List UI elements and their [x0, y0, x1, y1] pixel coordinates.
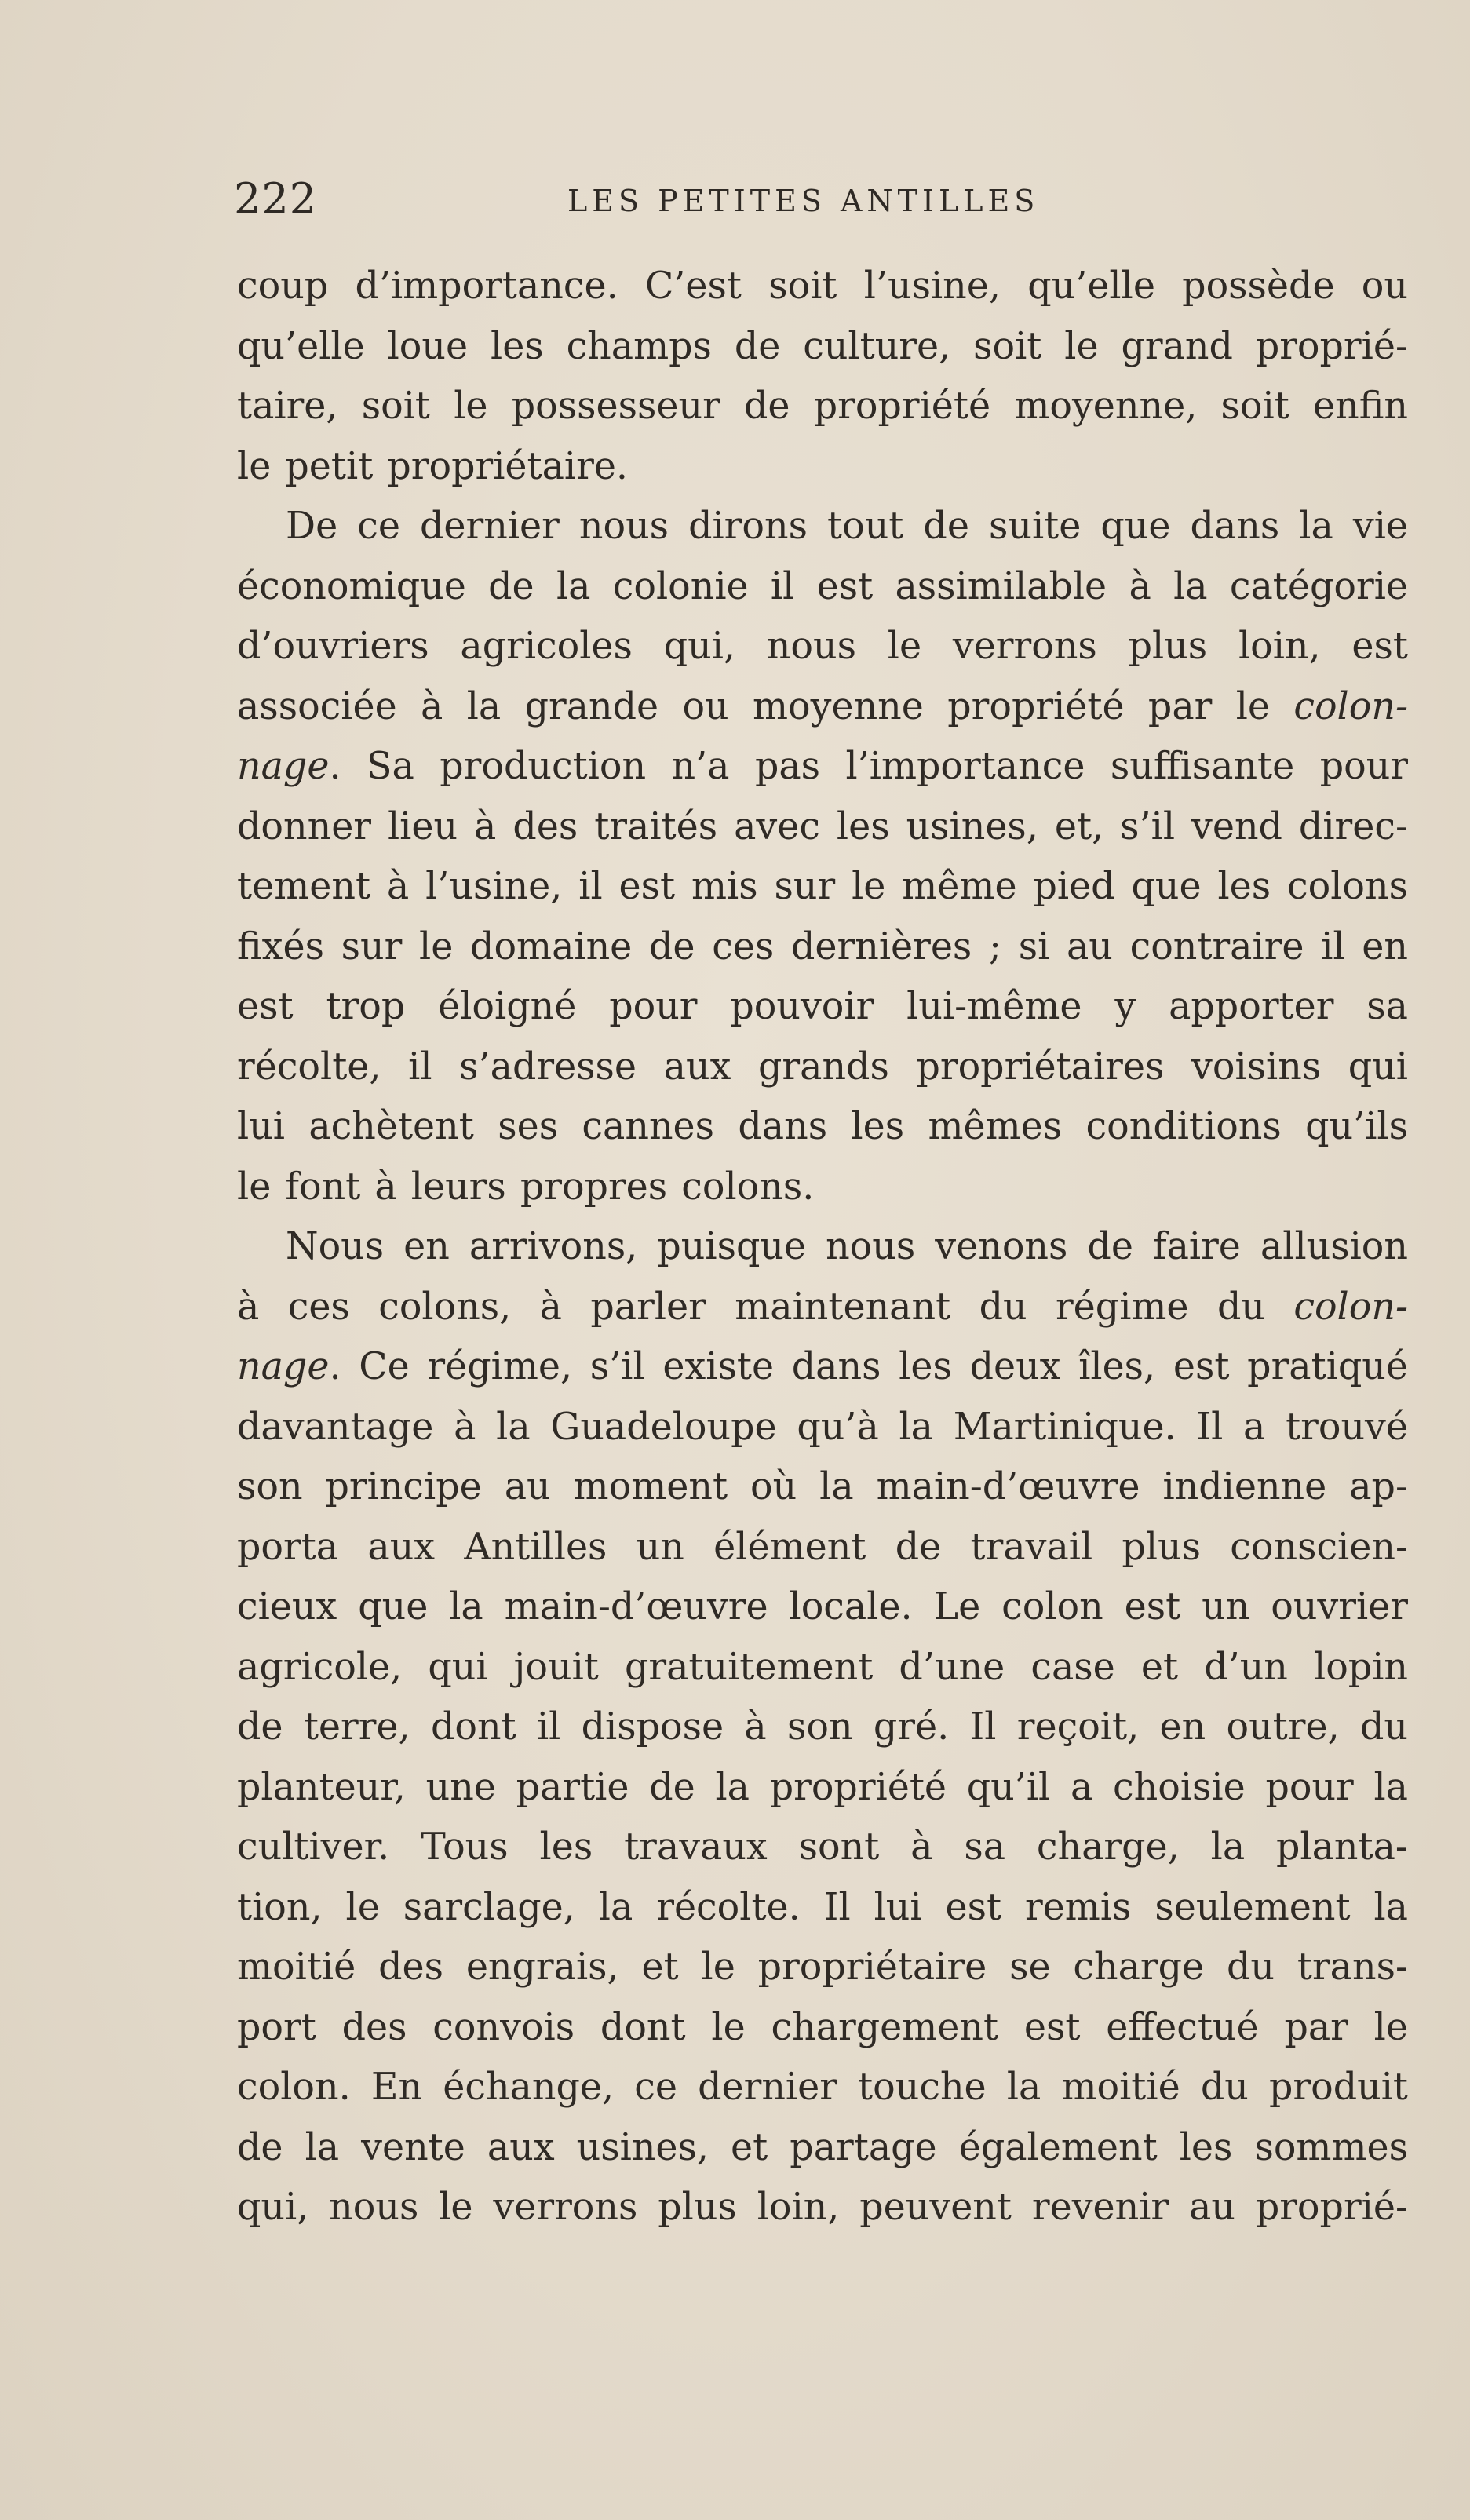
text-line: port des convois dont le chargement est effectué par le: [237, 2005, 1408, 2049]
text-line: porta aux Antilles un élément de travail plus conscien-: [237, 1525, 1408, 1569]
text-line: qui, nous le verrons plus loin, peuvent revenir au proprié-: [237, 2186, 1408, 2229]
text-line: coup d’importance. C’est soit l’usine, qu’elle possède ou: [237, 264, 1408, 308]
running-title: LES PETITES ANTILLES: [567, 184, 1040, 218]
text-line: taire, soit le possesseur de propriété moyenne, soit enfin: [237, 385, 1408, 428]
text-line: de la vente aux usines, et partage également les sommes: [237, 2125, 1408, 2169]
text-line: tement à l’usine, il est mis sur le même pied que les colons: [237, 865, 1408, 908]
text-line: qu’elle loue les champs de culture, soit le grand proprié-: [237, 324, 1408, 368]
page-number: 222: [234, 174, 318, 224]
text-line: tion, le sarclage, la récolte. Il lui est remis seulement la: [237, 1885, 1408, 1929]
text-line: de terre, dont il dispose à son gré. Il reçoit, en outre, du: [237, 1705, 1408, 1749]
text-line: nage. Ce régime, s’il existe dans les deux îles, est pratiqué: [237, 1345, 1408, 1388]
text-line: moitié des engrais, et le propriétaire se charge du trans-: [237, 1946, 1408, 1989]
body-text: [237, 257, 1408, 2238]
text-line: donner lieu à des traités avec les usines, et, s’il vend direc-: [237, 804, 1408, 848]
text-line: colon. En échange, ce dernier touche la moitié du produit: [237, 2066, 1408, 2109]
text-line: est trop éloigné pour pouvoir lui-même y apporter sa: [237, 985, 1408, 1028]
text-line: associée à la grande ou moyenne propriété par le colon-: [237, 684, 1408, 728]
text-line: fixés sur le domaine de ces dernières ; si au contraire il en: [237, 924, 1408, 968]
text-line: le petit propriétaire.: [237, 444, 629, 488]
text-line: De ce dernier nous dirons tout de suite que dans la vie: [286, 505, 1408, 548]
text-line: économique de la colonie il est assimilable à la catégorie: [237, 564, 1408, 608]
text-line: cieux que la main-d’œuvre locale. Le colon est un ouvrier: [237, 1585, 1408, 1628]
text-line: cultiver. Tous les travaux sont à sa charge, la planta-: [237, 1825, 1408, 1869]
text-line: planteur, une partie de la propriété qu’il a choisie pour la: [237, 1765, 1408, 1809]
text-line: davantage à la Guadeloupe qu’à la Martinique. Il a trouvé: [237, 1405, 1408, 1449]
text-line: d’ouvriers agricoles qui, nous le verrons plus loin, est: [237, 625, 1408, 668]
text-line: agricole, qui jouit gratuitement d’une case et d’un lopin: [237, 1645, 1408, 1689]
page-header: [234, 174, 1411, 229]
text-line: à ces colons, à parler maintenant du régime du colon-: [237, 1285, 1408, 1329]
text-line: Nous en arrivons, puisque nous venons de faire allusion: [286, 1225, 1408, 1268]
text-line: le font à leurs propres colons.: [237, 1165, 815, 1209]
text-line: lui achètent ses cannes dans les mêmes conditions qu’ils: [237, 1105, 1408, 1148]
text-line: nage. Sa production n’a pas l’importance suffisante pour: [237, 745, 1408, 788]
text-line: son principe au moment où la main-d’œuvre indienne ap-: [237, 1465, 1408, 1508]
text-line: récolte, il s’adresse aux grands propriétaires voisins qui: [237, 1045, 1408, 1089]
